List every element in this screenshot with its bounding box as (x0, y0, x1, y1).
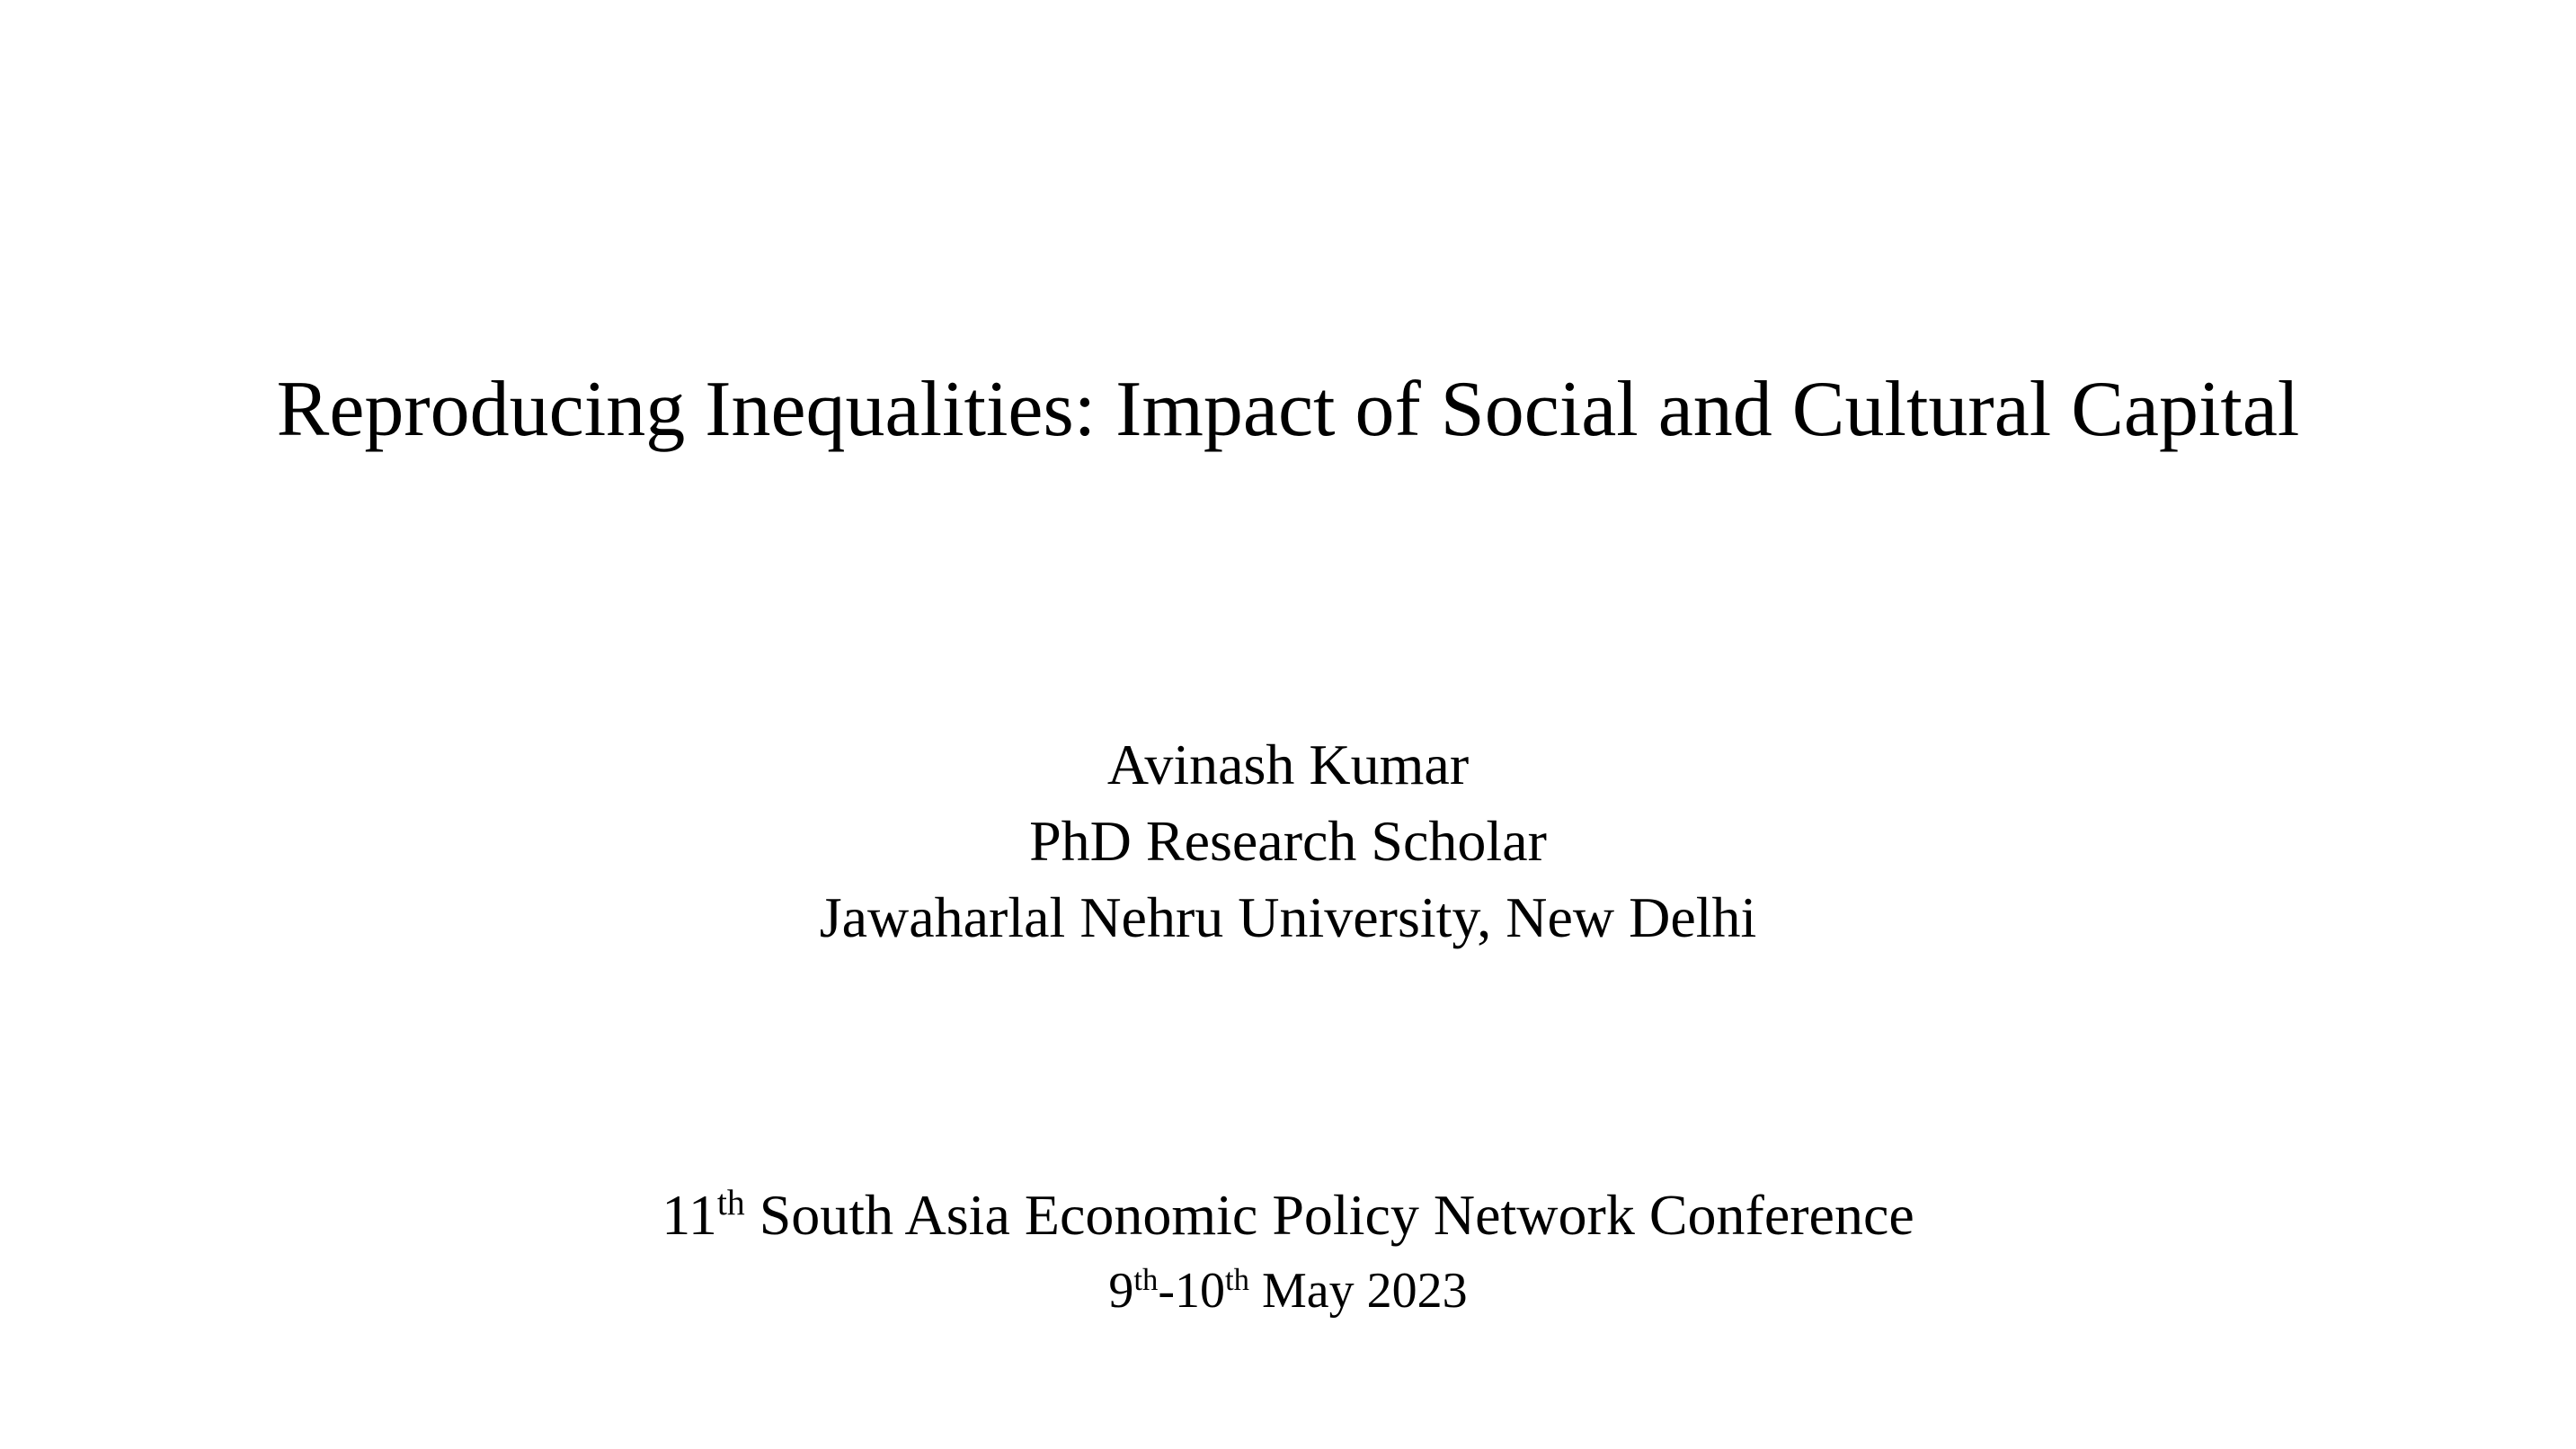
end-day: 10 (1175, 1263, 1225, 1319)
conference-dates (0, 1261, 2576, 1319)
date-separator: - (1158, 1263, 1175, 1319)
conference-title (0, 1183, 2576, 1247)
author-position: PhD Research Scholar (1029, 809, 1547, 873)
presentation-title: Reproducing Inequalities: Impact of Social and Cultural Capital (276, 366, 2300, 453)
author-block (0, 726, 2576, 956)
conference-number: 11 (662, 1183, 717, 1247)
author-affiliation: Jawaharlal Nehru University, New Delhi (819, 885, 1757, 949)
start-day-suffix: th (1133, 1261, 1159, 1297)
start-day: 9 (1108, 1263, 1134, 1319)
end-day-suffix: th (1225, 1261, 1250, 1297)
month-year: May 2023 (1262, 1263, 1468, 1319)
conference-number-suffix: th (716, 1183, 745, 1223)
conference-name: South Asia Economic Policy Network Conference (759, 1183, 1914, 1247)
author-name: Avinash Kumar (1106, 733, 1470, 796)
